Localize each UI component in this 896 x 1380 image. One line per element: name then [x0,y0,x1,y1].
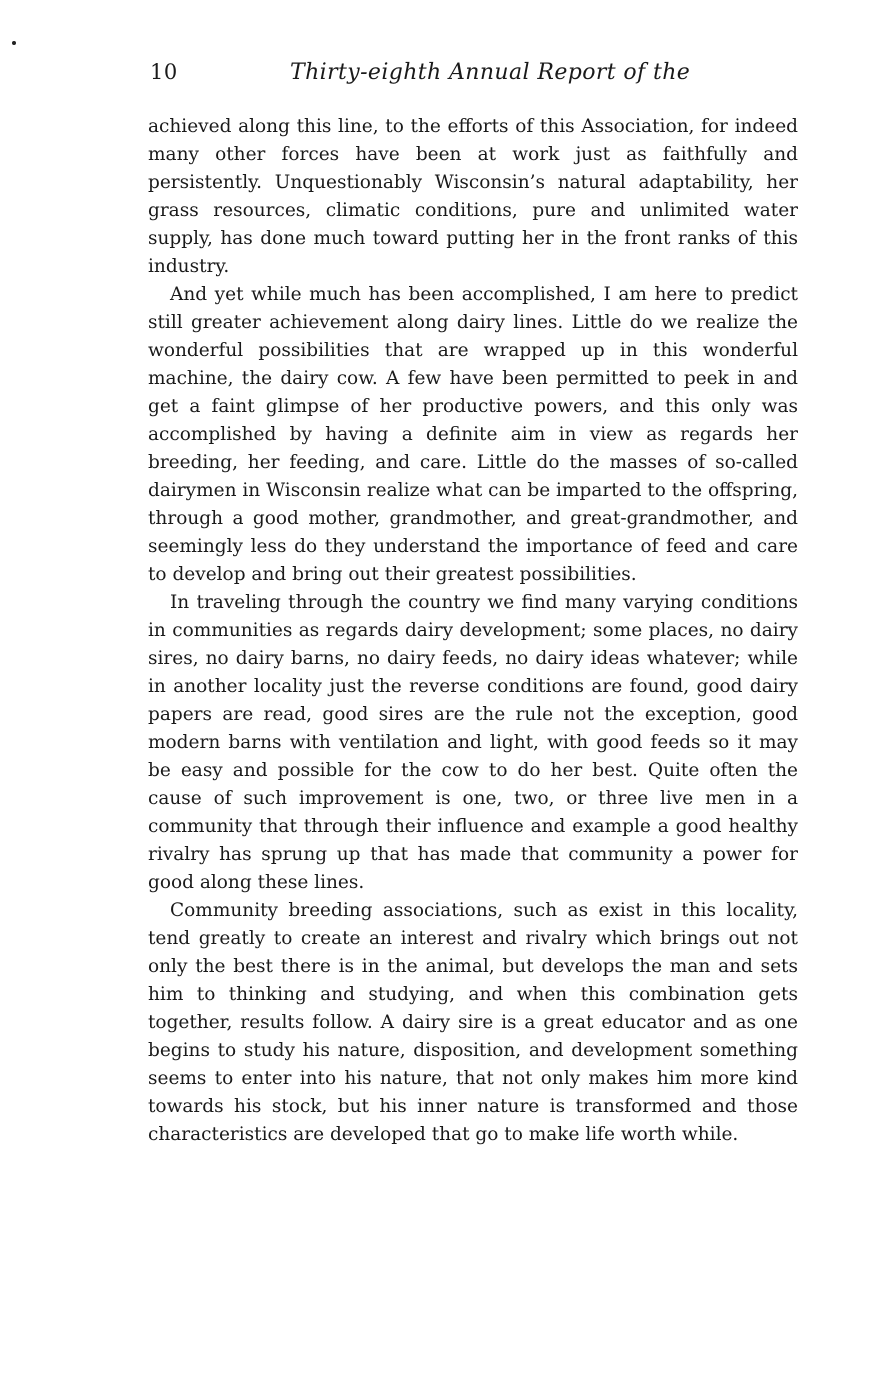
paragraph-breeding-associations: Community breeding associations, such as exist in this locality, tend greatly to create an interest and rivalry which brings out not only the best there is in the animal, but develops the man and sets him to thinking and studying, and when this combination gets together, results follow. A dairy sire is a great educator and as one begins to study his nature, disposition, and development something seems to enter into his nature, that not only makes him more kind towards his stock, but his inner nature is transformed and those characteristics are developed that go to make life worth while. [148,900,798,1145]
running-head: Thirty-eighth Annual Report of the [290,60,691,85]
scan-speck [12,41,16,45]
page-number: 10 [150,60,178,84]
paragraph-continuation: achieved along this line, to the efforts of this Association, for indeed many other forces have been at work just as faithfully and persistently. Unquestionably Wisconsin’s natural adaptability, her grass resources, climatic conditions, pure and unlimited water supply, has done much toward putting her in the front ranks of this industry. [148,116,798,277]
paragraph-dairy-predictions: And yet while much has been accomplished, I am here to predict still greater achievement along dairy lines. Little do we realize the wonderful possibilities that are wrapped up in this wonderful machine, the dairy cow. A few have been permitted to peek in and get a faint glimpse of her productive powers, and this only was accomplished by having a definite aim in view as regards her breeding, her feeding, and care. Little do the masses of so-called dairymen in Wisconsin realize what can be imparted to the offspring, through a good mother, grandmother, and great-grandmother, and seemingly less do they understand the importance of feed and care to develop and bring out their greatest possibilities. [148,284,798,585]
paragraph-community-conditions: In traveling through the country we find many varying conditions in communities as regards dairy development; some places, no dairy sires, no dairy barns, no dairy feeds, no dairy ideas whatever; while in another locality just the reverse conditions are found, good dairy papers are read, good sires are the rule not the exception, good modern barns with ventilation and light, with good feeds so it may be easy and possible for the cow to do her best. Quite often the cause of such improvement is one, two, or three live men in a community that through their influence and example a good healthy rivalry has sprung up that has made that community a power for good along these lines. [148,592,798,893]
page-header [150,60,800,90]
body-text [148,113,798,1149]
